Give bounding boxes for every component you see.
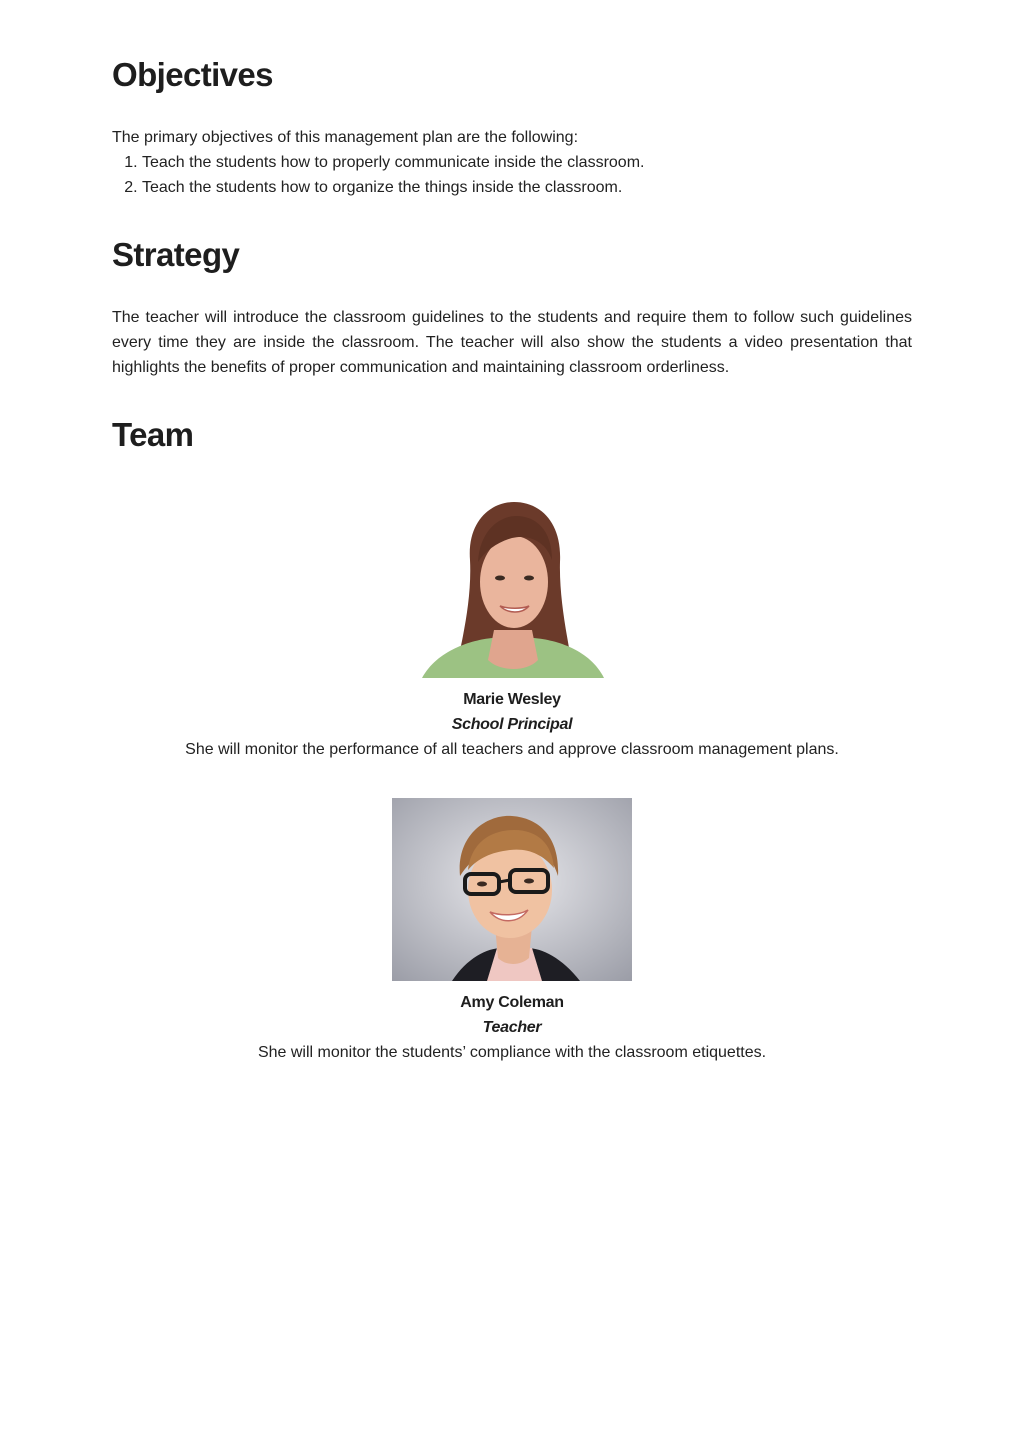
member-name: Amy Coleman bbox=[460, 994, 564, 1011]
member-name: Marie Wesley bbox=[463, 691, 561, 708]
member-description: She will monitor the performance of all teachers and approve classroom management plans. bbox=[185, 741, 839, 758]
member-photo bbox=[392, 798, 632, 981]
objective-item: 2. Teach the students how to organize the things inside the classroom. bbox=[142, 175, 942, 200]
objectives-list bbox=[112, 150, 942, 200]
member-role: Teacher bbox=[482, 1019, 542, 1036]
member-description: She will monitor the students’ compliance with the classroom etiquettes. bbox=[257, 1044, 767, 1061]
member-photo bbox=[412, 490, 612, 678]
strategy-heading: Strategy bbox=[112, 236, 240, 273]
team-member-card bbox=[112, 490, 912, 762]
team-heading: Team bbox=[112, 416, 194, 453]
objective-item: 1. Teach the students how to properly communicate inside the classroom. bbox=[142, 150, 942, 175]
member-role: School Principal bbox=[451, 716, 573, 733]
strategy-paragraph: The teacher will introduce the classroom guidelines to the students and require them to follow such guidelines every time they are inside the classroom. The teacher will also show the students a video presentation that highlights the benefits of proper communication and maintaining classroom orderliness. bbox=[112, 309, 912, 376]
objectives-intro: The primary objectives of this management plan are the following: bbox=[112, 129, 579, 146]
team-member-card bbox=[112, 798, 912, 1065]
objectives-heading: Objectives bbox=[112, 56, 273, 93]
